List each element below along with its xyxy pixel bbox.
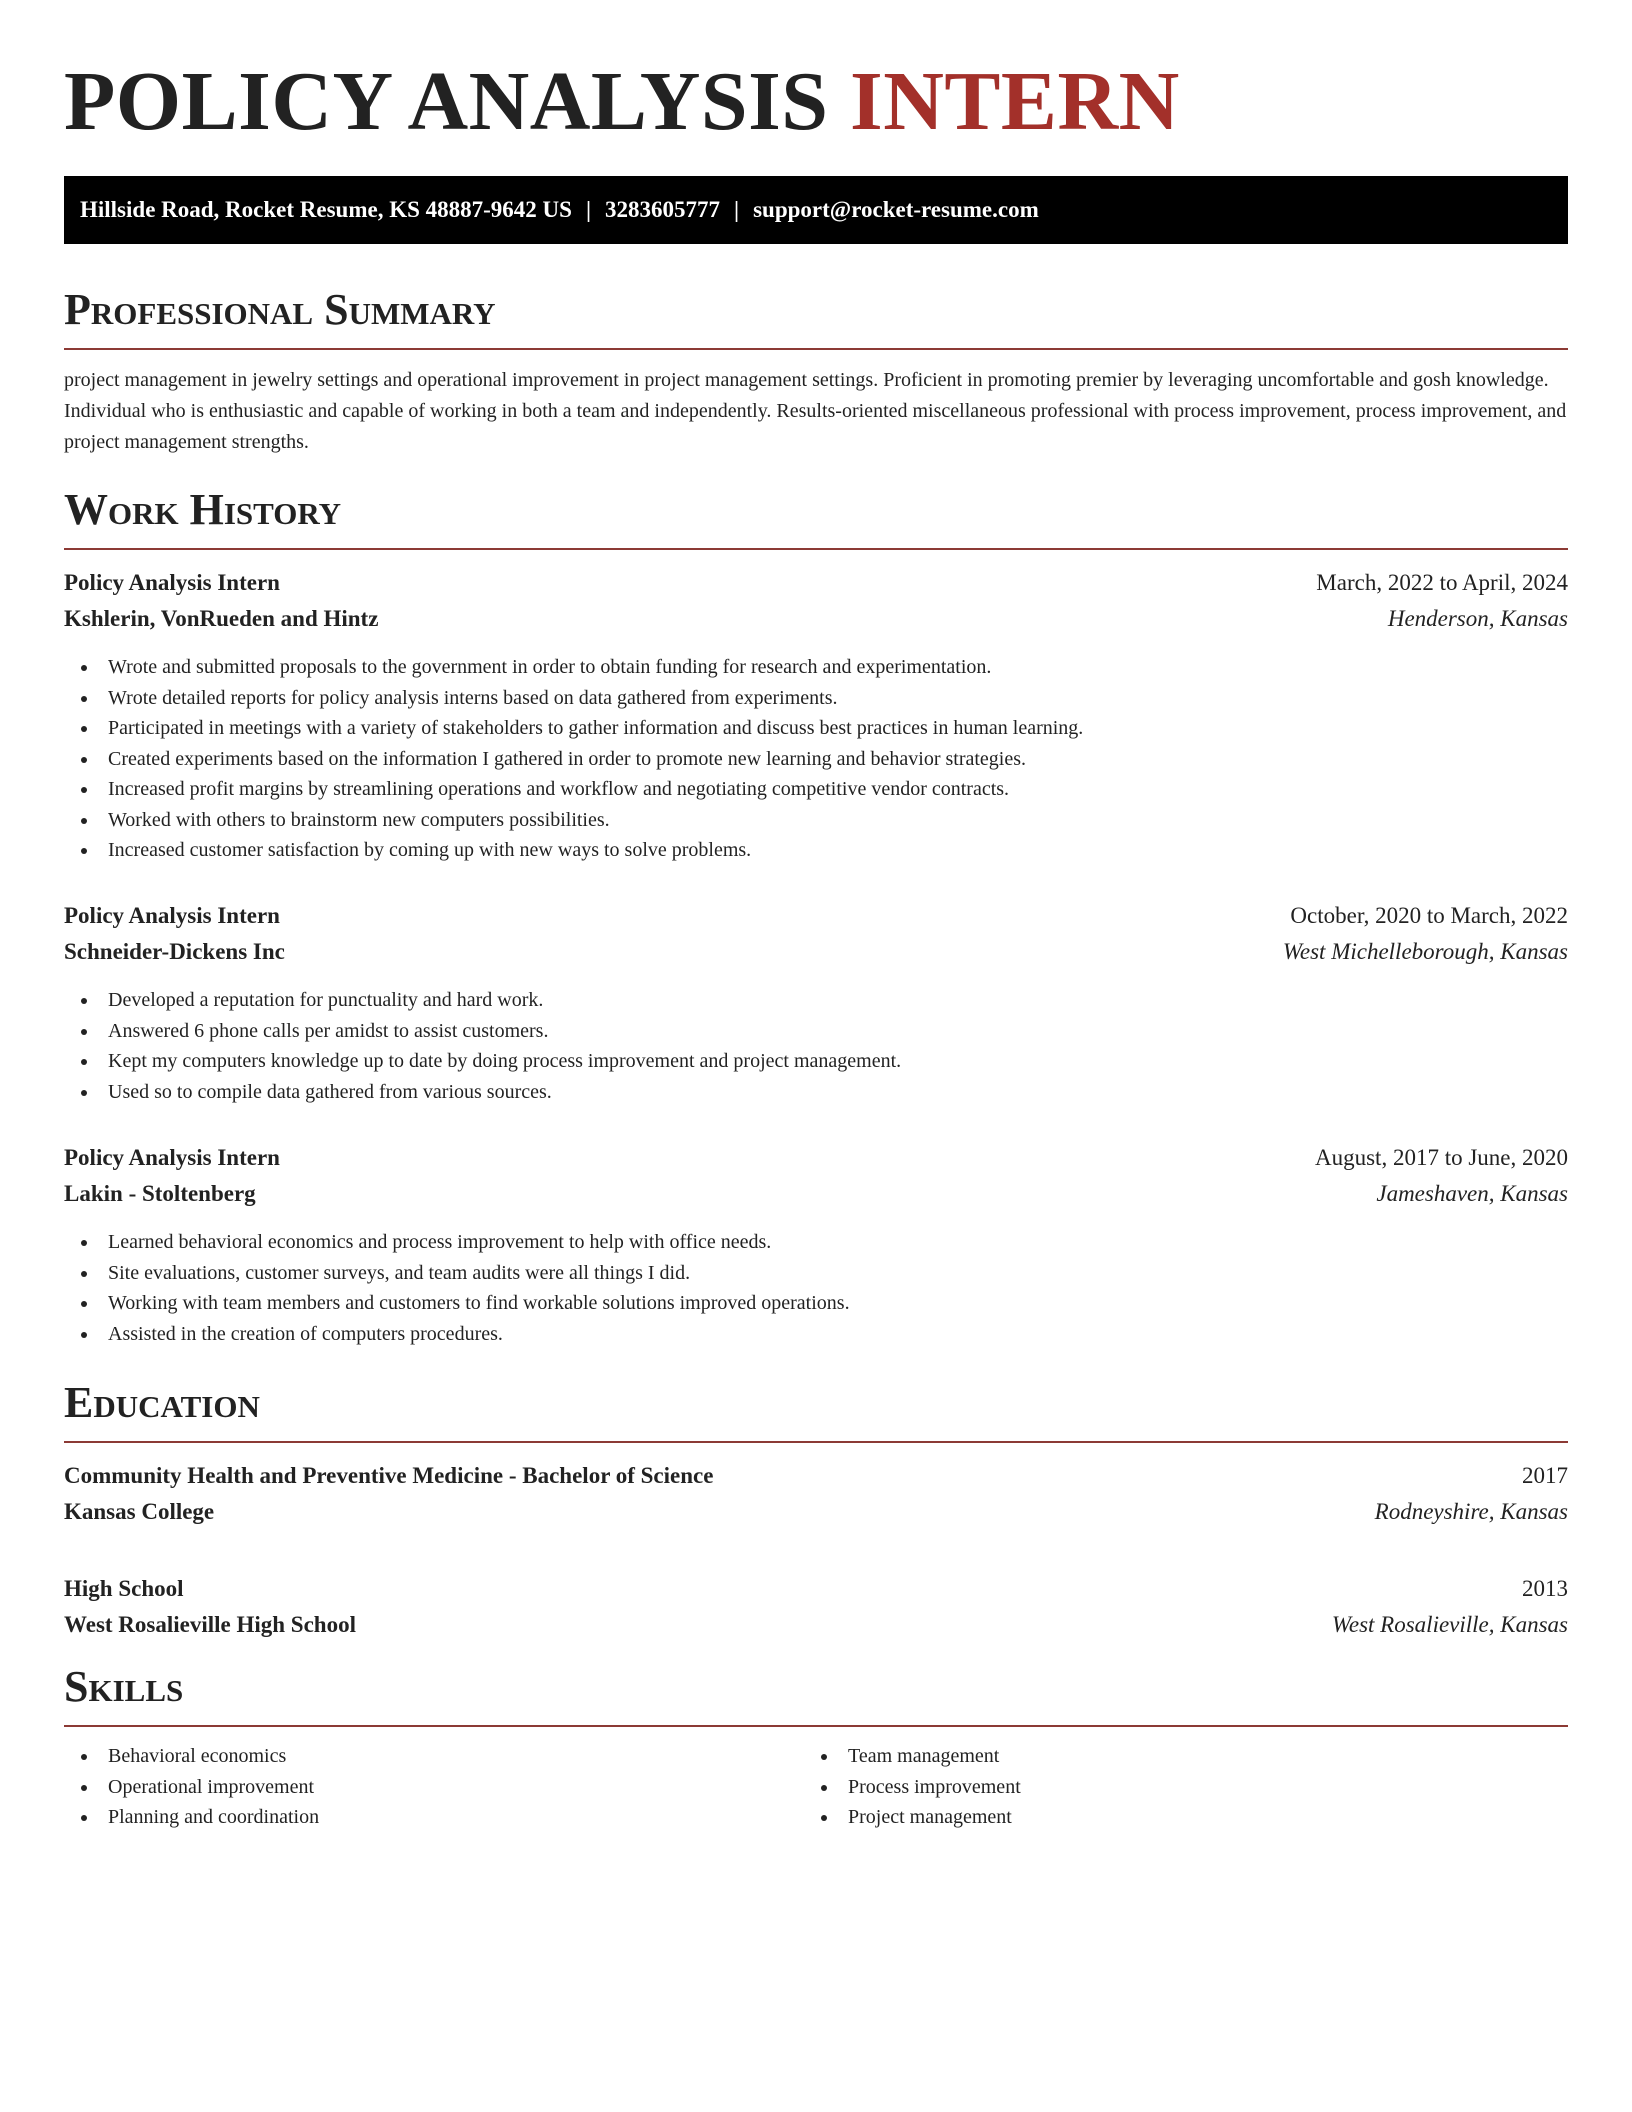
- job-company: Schneider-Dickens Inc: [64, 939, 285, 964]
- education-school: West Rosalieville High School: [64, 1612, 356, 1637]
- job-title: Policy Analysis Intern: [64, 1145, 280, 1170]
- job-bullet: Working with team members and customers to find workable solutions improved operations.: [64, 1288, 850, 1319]
- skill-item: Process improvement: [804, 1772, 1021, 1803]
- job-company-row: [64, 601, 1568, 637]
- job-entry: [64, 898, 1568, 970]
- education-location: Rodneyshire, Kansas: [1374, 1499, 1568, 1524]
- job-location: Jameshaven, Kansas: [1376, 1181, 1568, 1206]
- job-dates: March, 2022 to April, 2024: [1316, 570, 1568, 595]
- job-company: Kshlerin, VonRueden and Hintz: [64, 606, 379, 631]
- skill-item: Operational improvement: [64, 1772, 319, 1803]
- job-company: Lakin - Stoltenberg: [64, 1181, 256, 1206]
- job-bullet: Assisted in the creation of computers procedures.: [64, 1319, 850, 1350]
- contact-address: Hillside Road, Rocket Resume, KS 48887-9642 US: [80, 197, 572, 222]
- job-bullet: Answered 6 phone calls per amidst to assist customers.: [64, 1016, 901, 1047]
- section-divider: [64, 1725, 1568, 1727]
- contact-separator: |: [585, 197, 592, 222]
- job-header-row: [64, 565, 1568, 601]
- skill-item: Team management: [804, 1741, 1021, 1772]
- job-bullet: Created experiments based on the information I gathered in order to promote new learning and behavior strategies.: [64, 744, 1083, 775]
- job-entry: [64, 565, 1568, 637]
- job-bullet: Kept my computers knowledge up to date by doing process improvement and project management.: [64, 1046, 901, 1077]
- education-school-row: [64, 1494, 1568, 1530]
- job-bullet: Site evaluations, customer surveys, and team audits were all things I did.: [64, 1258, 850, 1289]
- job-bullet: Increased profit margins by streamlining operations and workflow and negotiating competitive vendor contracts.: [64, 774, 1083, 805]
- education-degree: Community Health and Preventive Medicine - Bachelor of Science: [64, 1463, 714, 1488]
- job-bullet: Increased customer satisfaction by coming up with new ways to solve problems.: [64, 835, 1083, 866]
- contact-phone: 3283605777: [605, 197, 721, 222]
- section-divider: [64, 348, 1568, 350]
- job-bullet: Participated in meetings with a variety of stakeholders to gather information and discuss best practices in human learning.: [64, 713, 1083, 744]
- education-location: West Rosalieville, Kansas: [1331, 1612, 1568, 1637]
- name-first: POLICY ANALYSIS: [64, 55, 829, 148]
- education-header-row: [64, 1458, 1568, 1494]
- section-title-summary: Professional Summary: [64, 285, 496, 334]
- education-entry: [64, 1458, 1568, 1530]
- section-title-education: Education: [64, 1378, 260, 1427]
- job-company-row: [64, 1176, 1568, 1212]
- job-dates: October, 2020 to March, 2022: [1290, 903, 1568, 928]
- resume-name: [64, 56, 1180, 148]
- education-degree: High School: [64, 1576, 184, 1601]
- education-year: 2017: [1522, 1463, 1568, 1488]
- education-entry: [64, 1571, 1568, 1643]
- summary-text: project management in jewelry settings and operational improvement in project management settings. Proficient in promoting premier by leveraging uncomfortable and gosh knowledge. Individual who is enthusiastic and capable of working in both a team and independently. Results-oriented miscellaneous professional with process improvement, process improvement, and project management strengths.: [64, 369, 1567, 453]
- skill-item: Behavioral economics: [64, 1741, 319, 1772]
- education-school: Kansas College: [64, 1499, 215, 1524]
- job-dates: August, 2017 to June, 2020: [1315, 1145, 1568, 1170]
- job-location: Henderson, Kansas: [1387, 606, 1568, 631]
- job-location: West Michelleborough, Kansas: [1282, 939, 1568, 964]
- contact-separator: |: [734, 197, 740, 222]
- education-year: 2013: [1522, 1576, 1568, 1601]
- job-title: Policy Analysis Intern: [64, 903, 280, 928]
- skill-item: Project management: [804, 1802, 1021, 1833]
- job-company-row: [64, 934, 1568, 970]
- skill-item: Planning and coordination: [64, 1802, 319, 1833]
- job-title: Policy Analysis Intern: [64, 570, 280, 595]
- contact-email: support@rocket-resume.com: [753, 197, 1039, 222]
- education-school-row: [64, 1607, 1568, 1643]
- job-header-row: [64, 1140, 1568, 1176]
- section-divider: [64, 548, 1568, 550]
- skills-list-right: [804, 1741, 1021, 1833]
- job-bullets: [64, 1227, 850, 1349]
- job-bullets: [64, 985, 901, 1107]
- job-bullets: [64, 652, 1083, 866]
- job-bullet: Used so to compile data gathered from various sources.: [64, 1077, 901, 1108]
- job-bullet: Learned behavioral economics and process improvement to help with office needs.: [64, 1227, 850, 1258]
- job-entry: [64, 1140, 1568, 1212]
- section-title-work: Work History: [64, 485, 342, 534]
- job-bullet: Worked with others to brainstorm new computers possibilities.: [64, 805, 1083, 836]
- job-header-row: [64, 898, 1568, 934]
- job-bullet: Wrote and submitted proposals to the government in order to obtain funding for research and experimentation.: [64, 652, 1083, 683]
- contact-bar: [64, 176, 1568, 244]
- section-title-skills: Skills: [64, 1662, 184, 1711]
- name-last: INTERN: [850, 55, 1180, 148]
- skills-list-left: [64, 1741, 319, 1833]
- job-bullet: Wrote detailed reports for policy analysis interns based on data gathered from experiments.: [64, 683, 1083, 714]
- section-divider: [64, 1441, 1568, 1443]
- job-bullet: Developed a reputation for punctuality and hard work.: [64, 985, 901, 1016]
- education-header-row: [64, 1571, 1568, 1607]
